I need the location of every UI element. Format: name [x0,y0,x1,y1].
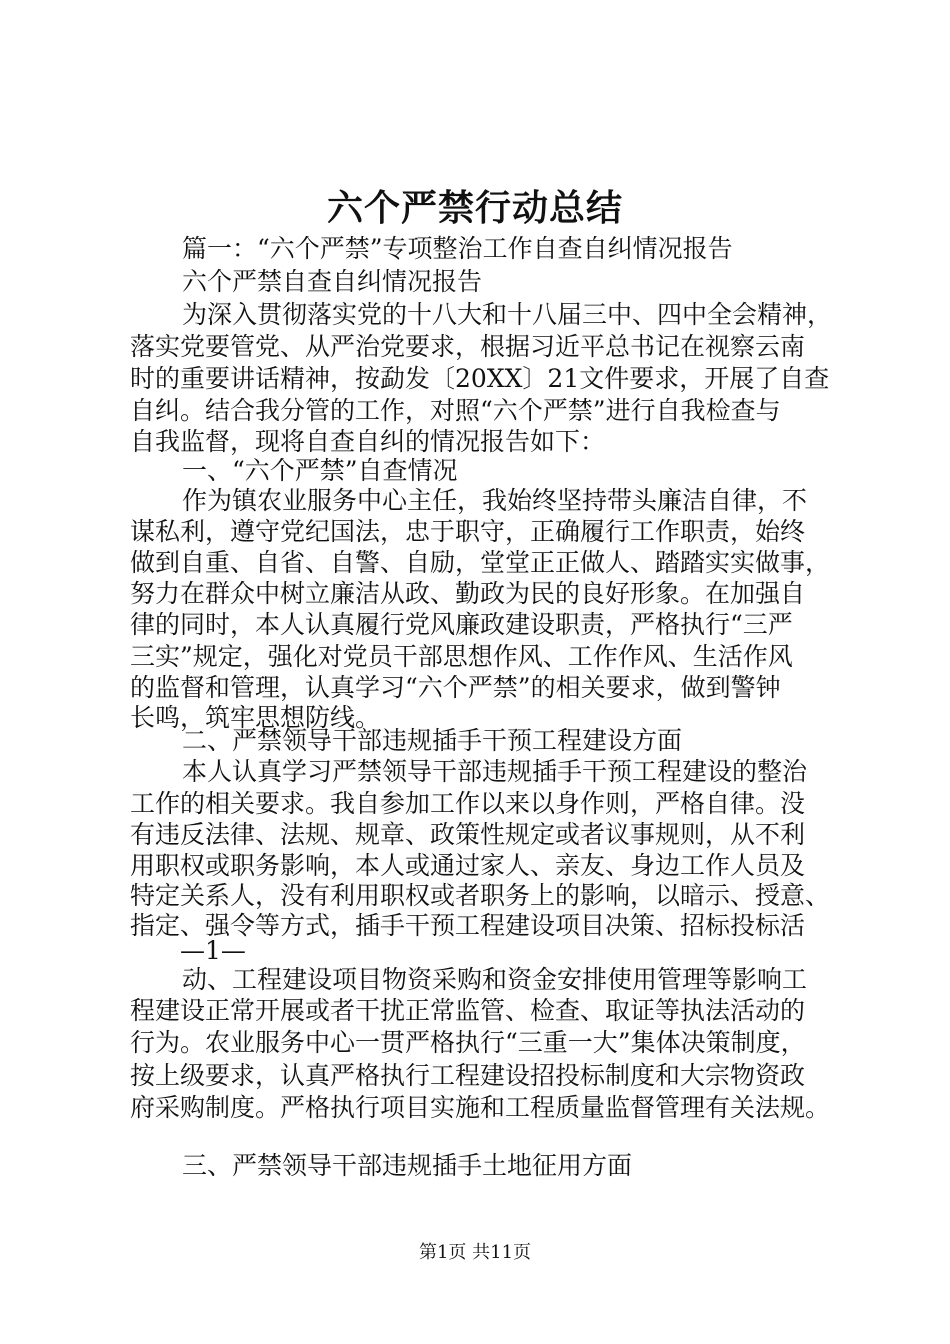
paragraph-line: 时的重要讲话精神，按勐发〔20XX〕21文件要求，开展了自查 [130,364,830,393]
paragraph-line: 长鸣，筑牢思想防线。 [130,703,381,732]
paragraph-line: 本人认真学习严禁领导干部违规插手干预工程建设的整治 [182,757,808,786]
paragraph-line: 三实”规定，强化对党员干部思想作风、工作作风、生活作风 [130,642,793,671]
paragraph-line: 行为。农业服务中心一贯严格执行“三重一大”集体决策制度， [130,1028,806,1057]
paragraph-line: 谋私利，遵守党纪国法，忠于职守，正确履行工作职责，始终 [130,517,806,546]
paragraph-line: 自纠。结合我分管的工作，对照“六个严禁”进行自我检查与 [130,396,781,425]
paragraph-line: 动、工程建设项目物资采购和资金安排使用管理等影响工 [182,965,808,994]
document-title: 六个严禁行动总结 [326,187,623,229]
paragraph-line: 的监督和管理，认真学习“六个严禁”的相关要求，做到警钟 [130,673,781,702]
paragraph-line: 为深入贯彻落实党的十八大和十八届三中、四中全会精神， [182,300,833,329]
page-footer: 第1页 共11页 [418,1242,532,1263]
paragraph-line: 律的同时，本人认真履行党风廉政建设职责，严格执行“三严 [130,610,793,639]
paragraph-line: 府采购制度。严格执行项目实施和工程质量监督管理有关法规。 [130,1093,831,1122]
section-heading: 三、严禁领导干部违规插手土地征用方面 [182,1151,633,1180]
paragraph-line: 按上级要求，认真严格执行工程建设招投标制度和大宗物资政 [130,1061,806,1090]
paragraph-line: 做到自重、自省、自警、自励，堂堂正正做人、踏踏实实做事， [130,548,831,577]
report-subtitle: 六个严禁自查自纠情况报告 [182,267,483,296]
paragraph-line: 特定关系人，没有利用职权或者职务上的影响，以暗示、授意、 [130,881,831,910]
paragraph-line: 用职权或职务影响，本人或通过家人、亲友、身边工作人员及 [130,851,806,880]
paragraph-line: 指定、强令等方式，插手干预工程建设项目决策、招标投标活 [130,911,806,940]
paragraph-line: 落实党要管党、从严治党要求，根据习近平总书记在视察云南 [130,332,806,361]
paragraph-line: 程建设正常开展或者干扰正常监管、检查、取证等执法活动的 [130,996,806,1025]
paragraph-line: 努力在群众中树立廉洁从政、勤政为民的良好形象。在加强自 [130,579,806,608]
inline-page-number: —1— [180,936,246,965]
section-heading: 一、“六个严禁”自查情况 [182,456,458,485]
article-heading: 篇一：“六个严禁”专项整治工作自查自纠情况报告 [182,234,733,263]
paragraph-line: 有违反法律、法规、规章、政策性规定或者议事规则，从不利 [130,820,806,849]
paragraph-line: 作为镇农业服务中心主任，我始终坚持带头廉洁自律，不 [182,486,808,515]
paragraph-line: 工作的相关要求。我自参加工作以来以身作则，严格自律。没 [130,789,806,818]
paragraph-line: 自我监督，现将自查自纠的情况报告如下： [130,427,606,456]
section-heading: 二、严禁领导干部违规插手干预工程建设方面 [182,726,683,755]
